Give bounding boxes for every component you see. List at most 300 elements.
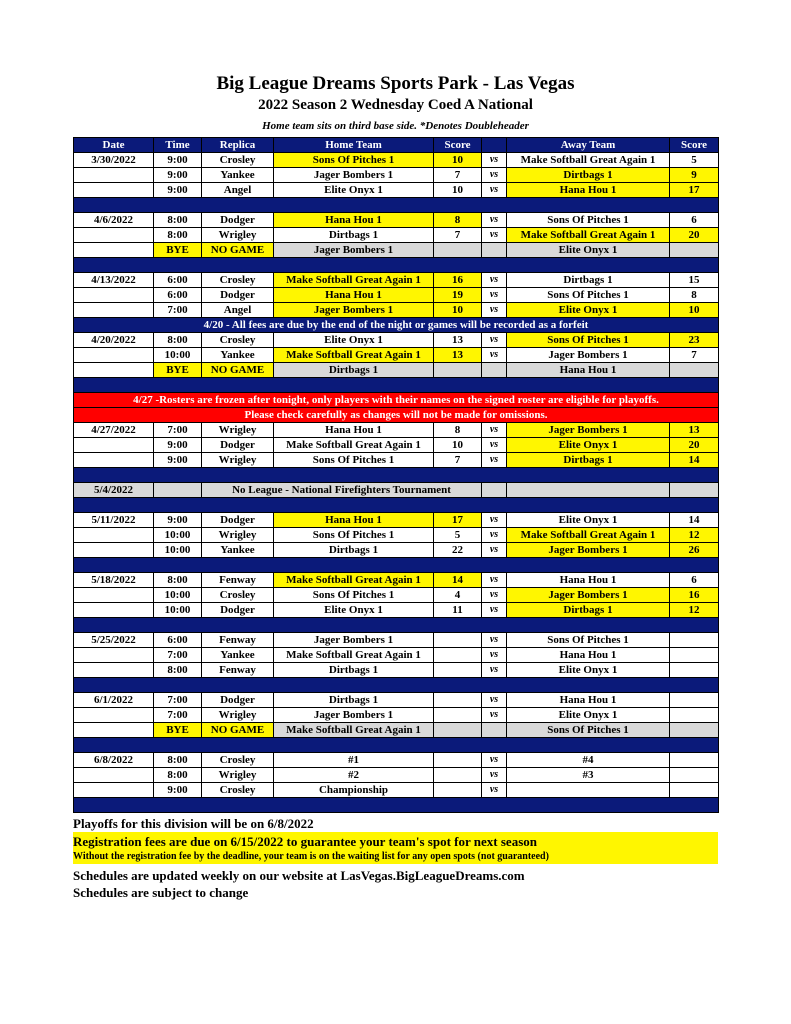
home-team-cell: Dirtbags 1 <box>274 543 434 558</box>
home-score-cell: 10 <box>434 183 482 198</box>
header-time: Time <box>154 138 202 153</box>
away-team-cell: Make Softball Great Again 1 <box>507 228 670 243</box>
away-score-cell: 20 <box>670 228 719 243</box>
game-row <box>74 543 719 558</box>
home-team-cell: Make Softball Great Again 1 <box>274 438 434 453</box>
away-team-cell: Jager Bombers 1 <box>507 588 670 603</box>
away-team-cell: Elite Onyx 1 <box>507 243 670 258</box>
time-cell: 8:00 <box>154 663 202 678</box>
home-team-cell: Dirtbags 1 <box>274 663 434 678</box>
vs-cell: vs <box>482 528 507 543</box>
separator-cell <box>74 468 719 483</box>
vs-cell: vs <box>482 693 507 708</box>
time-cell: 6:00 <box>154 633 202 648</box>
separator-cell <box>74 198 719 213</box>
separator-row <box>74 498 719 513</box>
date-cell: 5/25/2022 <box>74 633 154 648</box>
replica-cell: Wrigley <box>202 423 274 438</box>
away-score-cell: 7 <box>670 348 719 363</box>
game-row <box>74 753 719 768</box>
home-score-cell <box>434 648 482 663</box>
subject-note: Schedules are subject to change <box>73 885 249 900</box>
home-score-cell: 14 <box>434 573 482 588</box>
vs-cell: vs <box>482 513 507 528</box>
home-score-cell: 13 <box>434 333 482 348</box>
game-row <box>74 768 719 783</box>
vs-cell: vs <box>482 438 507 453</box>
schedule-body <box>74 138 719 813</box>
header-away-score: Score <box>670 138 719 153</box>
home-score-cell <box>434 243 482 258</box>
time-cell: 9:00 <box>154 438 202 453</box>
game-row <box>74 663 719 678</box>
replica-cell: Crosley <box>202 333 274 348</box>
no-league-row <box>74 483 719 498</box>
game-row <box>74 153 719 168</box>
away-score-cell: 8 <box>670 288 719 303</box>
home-score-cell: 10 <box>434 438 482 453</box>
date-cell: 6/8/2022 <box>74 753 154 768</box>
home-team-cell: Dirtbags 1 <box>274 363 434 378</box>
home-team-cell: Sons Of Pitches 1 <box>274 588 434 603</box>
home-team-cell: Elite Onyx 1 <box>274 183 434 198</box>
replica-cell: Crosley <box>202 153 274 168</box>
home-score-cell: 22 <box>434 543 482 558</box>
home-score-cell <box>434 663 482 678</box>
home-team-cell: Make Softball Great Again 1 <box>274 573 434 588</box>
game-row <box>74 183 719 198</box>
time-cell: 9:00 <box>154 183 202 198</box>
header-date: Date <box>74 138 154 153</box>
replica-cell: Dodger <box>202 288 274 303</box>
away-team-cell: #4 <box>507 753 670 768</box>
separator-row <box>74 618 719 633</box>
date-cell <box>74 348 154 363</box>
date-cell <box>74 288 154 303</box>
away-score-cell: 23 <box>670 333 719 348</box>
replica-cell: Crosley <box>202 588 274 603</box>
replica-cell: Dodger <box>202 213 274 228</box>
home-team-cell: Hana Hou 1 <box>274 213 434 228</box>
vs-cell: vs <box>482 303 507 318</box>
away-score-cell: 15 <box>670 273 719 288</box>
replica-cell: Yankee <box>202 168 274 183</box>
home-team-cell: Hana Hou 1 <box>274 288 434 303</box>
time-cell: 10:00 <box>154 543 202 558</box>
away-score-cell <box>670 243 719 258</box>
home-score-cell: 19 <box>434 288 482 303</box>
away-score-cell <box>670 723 719 738</box>
home-score-cell <box>434 783 482 798</box>
replica-cell: Wrigley <box>202 768 274 783</box>
vs-cell: vs <box>482 753 507 768</box>
replica-cell: Dodger <box>202 438 274 453</box>
away-score-cell: 6 <box>670 213 719 228</box>
time-cell: 8:00 <box>154 573 202 588</box>
game-row <box>74 423 719 438</box>
away-score-cell: 14 <box>670 453 719 468</box>
away-team-cell: Make Softball Great Again 1 <box>507 153 670 168</box>
home-team-cell: Make Softball Great Again 1 <box>274 273 434 288</box>
away-team-cell: Elite Onyx 1 <box>507 303 670 318</box>
time-cell: 7:00 <box>154 693 202 708</box>
fees-note-row <box>74 318 719 333</box>
date-cell <box>74 438 154 453</box>
away-team-cell: Make Softball Great Again 1 <box>507 528 670 543</box>
away-team-cell: Dirtbags 1 <box>507 603 670 618</box>
date-cell: 5/4/2022 <box>74 483 154 498</box>
date-cell <box>74 543 154 558</box>
time-cell: 6:00 <box>154 288 202 303</box>
date-cell <box>74 228 154 243</box>
vs-cell: vs <box>482 603 507 618</box>
vs-cell: vs <box>482 213 507 228</box>
time-cell: 9:00 <box>154 513 202 528</box>
time-cell: 8:00 <box>154 333 202 348</box>
home-team-cell: Sons Of Pitches 1 <box>274 528 434 543</box>
vs-cell <box>482 723 507 738</box>
replica-cell: Crosley <box>202 783 274 798</box>
away-score-cell: 26 <box>670 543 719 558</box>
away-team-cell: Sons Of Pitches 1 <box>507 288 670 303</box>
away-team-cell: Dirtbags 1 <box>507 168 670 183</box>
vs-cell <box>482 363 507 378</box>
date-cell <box>74 723 154 738</box>
separator-row <box>74 378 719 393</box>
home-score-cell: 7 <box>434 228 482 243</box>
time-cell: 6:00 <box>154 273 202 288</box>
schedule-note: Home team sits on third base side. *Denotes Doubleheader <box>262 120 529 132</box>
home-team-cell: #2 <box>274 768 434 783</box>
vs-cell: vs <box>482 288 507 303</box>
time-cell: 10:00 <box>154 588 202 603</box>
home-team-cell: Jager Bombers 1 <box>274 303 434 318</box>
game-row <box>74 573 719 588</box>
date-cell: 6/1/2022 <box>74 693 154 708</box>
vs-cell: vs <box>482 783 507 798</box>
replica-cell: Fenway <box>202 663 274 678</box>
home-score-cell: 7 <box>434 453 482 468</box>
vs-cell <box>482 243 507 258</box>
game-row <box>74 453 719 468</box>
separator-row <box>74 558 719 573</box>
page-subtitle: 2022 Season 2 Wednesday Coed A National <box>258 97 533 113</box>
game-row <box>74 588 719 603</box>
game-row <box>74 648 719 663</box>
away-score-cell: 20 <box>670 438 719 453</box>
home-team-cell: Sons Of Pitches 1 <box>274 453 434 468</box>
away-team-cell: Elite Onyx 1 <box>507 708 670 723</box>
away-score-cell: 14 <box>670 513 719 528</box>
time-cell: 8:00 <box>154 213 202 228</box>
no-game-label: NO GAME <box>202 243 274 258</box>
separator-cell <box>74 798 719 813</box>
vs-cell: vs <box>482 543 507 558</box>
away-score-cell: 5 <box>670 153 719 168</box>
separator-cell <box>74 678 719 693</box>
no-game-label: NO GAME <box>202 723 274 738</box>
announcement-text: 4/27 -Rosters are frozen after tonight, only players with their names on the signed roster are eligible for playoffs. <box>74 393 719 408</box>
date-cell <box>74 708 154 723</box>
time-cell: 10:00 <box>154 348 202 363</box>
home-score-cell: 8 <box>434 213 482 228</box>
vs-cell: vs <box>482 153 507 168</box>
away-team-cell: #3 <box>507 768 670 783</box>
time-cell: 10:00 <box>154 528 202 543</box>
away-score-cell <box>670 693 719 708</box>
separator-cell <box>74 258 719 273</box>
away-score-cell <box>670 768 719 783</box>
away-score-cell <box>670 633 719 648</box>
bye-label: BYE <box>154 243 202 258</box>
bye-label: BYE <box>154 723 202 738</box>
vs-cell: vs <box>482 273 507 288</box>
away-team-cell: Sons Of Pitches 1 <box>507 333 670 348</box>
home-score-cell: 7 <box>434 168 482 183</box>
away-score-cell: 6 <box>670 573 719 588</box>
home-score-cell: 4 <box>434 588 482 603</box>
header-away-team: Away Team <box>507 138 670 153</box>
replica-cell: Wrigley <box>202 453 274 468</box>
home-score-cell <box>434 708 482 723</box>
date-cell <box>74 588 154 603</box>
game-row <box>74 288 719 303</box>
vs-cell: vs <box>482 453 507 468</box>
away-score-cell: 10 <box>670 303 719 318</box>
date-cell <box>74 243 154 258</box>
away-score-cell <box>670 648 719 663</box>
date-cell: 5/11/2022 <box>74 513 154 528</box>
home-score-cell <box>434 723 482 738</box>
date-cell <box>74 603 154 618</box>
away-score-cell <box>670 363 719 378</box>
bye-label: BYE <box>154 363 202 378</box>
away-team-cell: Elite Onyx 1 <box>507 663 670 678</box>
separator-cell <box>74 558 719 573</box>
separator-cell <box>74 498 719 513</box>
game-row <box>74 603 719 618</box>
away-team-cell: Sons Of Pitches 1 <box>507 723 670 738</box>
vs-cell: vs <box>482 183 507 198</box>
game-row <box>74 693 719 708</box>
time-cell: 8:00 <box>154 228 202 243</box>
date-cell: 5/18/2022 <box>74 573 154 588</box>
home-team-cell: Jager Bombers 1 <box>274 168 434 183</box>
game-row <box>74 528 719 543</box>
page-title: Big League Dreams Sports Park - Las Vegas <box>216 73 575 94</box>
game-row <box>74 438 719 453</box>
website-note: Schedules are updated weekly on our website at LasVegas.BigLeagueDreams.com <box>73 868 525 883</box>
home-score-cell: 5 <box>434 528 482 543</box>
away-team-cell: Sons Of Pitches 1 <box>507 633 670 648</box>
home-team-cell: Championship <box>274 783 434 798</box>
home-score-cell <box>434 633 482 648</box>
time-cell: 9:00 <box>154 453 202 468</box>
game-row <box>74 633 719 648</box>
away-score-cell <box>670 663 719 678</box>
date-cell <box>74 663 154 678</box>
bye-row <box>74 243 719 258</box>
no-league-text: No League - National Firefighters Tournament <box>202 483 482 498</box>
away-team-cell: Jager Bombers 1 <box>507 348 670 363</box>
time-cell: 8:00 <box>154 768 202 783</box>
home-team-cell: #1 <box>274 753 434 768</box>
game-row <box>74 213 719 228</box>
separator-row <box>74 468 719 483</box>
away-team-cell: Sons Of Pitches 1 <box>507 213 670 228</box>
home-score-cell: 16 <box>434 273 482 288</box>
time-cell: 7:00 <box>154 648 202 663</box>
home-team-cell: Jager Bombers 1 <box>274 243 434 258</box>
home-score-cell: 11 <box>434 603 482 618</box>
game-row <box>74 273 719 288</box>
bye-row <box>74 363 719 378</box>
date-cell: 4/27/2022 <box>74 423 154 438</box>
header-home-team: Home Team <box>274 138 434 153</box>
replica-cell: Crosley <box>202 753 274 768</box>
home-score-cell: 13 <box>434 348 482 363</box>
replica-cell: Fenway <box>202 633 274 648</box>
away-team-cell: Hana Hou 1 <box>507 648 670 663</box>
home-team-cell: Sons Of Pitches 1 <box>274 153 434 168</box>
away-score-cell <box>670 783 719 798</box>
separator-row <box>74 738 719 753</box>
away-score-cell <box>670 753 719 768</box>
away-team-cell: Hana Hou 1 <box>507 363 670 378</box>
vs-cell: vs <box>482 588 507 603</box>
header-vs <box>482 138 507 153</box>
away-team-cell: Elite Onyx 1 <box>507 438 670 453</box>
time-cell: 10:00 <box>154 603 202 618</box>
away-team-cell: Jager Bombers 1 <box>507 543 670 558</box>
vs-cell: vs <box>482 708 507 723</box>
away-cell <box>507 483 670 498</box>
replica-cell: Wrigley <box>202 528 274 543</box>
no-game-label: NO GAME <box>202 363 274 378</box>
date-cell <box>74 183 154 198</box>
time-cell: 9:00 <box>154 153 202 168</box>
home-score-cell: 10 <box>434 303 482 318</box>
home-score-cell: 10 <box>434 153 482 168</box>
vs-cell: vs <box>482 768 507 783</box>
vs-cell: vs <box>482 348 507 363</box>
date-cell: 4/20/2022 <box>74 333 154 348</box>
date-cell <box>74 648 154 663</box>
waiting-list-note: Without the registration fee by the deadline, your team is on the waiting list for any open spots (not guaranteed) <box>73 851 549 862</box>
time-cell <box>154 483 202 498</box>
time-cell: 8:00 <box>154 753 202 768</box>
home-score-cell: 8 <box>434 423 482 438</box>
announcement-text: Please check carefully as changes will not be made for omissions. <box>74 408 719 423</box>
roster-warning-row <box>74 393 719 408</box>
home-team-cell: Hana Hou 1 <box>274 423 434 438</box>
home-team-cell: Dirtbags 1 <box>274 693 434 708</box>
score-cell <box>670 483 719 498</box>
separator-cell <box>74 738 719 753</box>
home-score-cell: 17 <box>434 513 482 528</box>
vs-cell <box>482 483 507 498</box>
vs-cell: vs <box>482 648 507 663</box>
game-row <box>74 333 719 348</box>
date-cell <box>74 363 154 378</box>
away-team-cell: Hana Hou 1 <box>507 183 670 198</box>
away-score-cell <box>670 708 719 723</box>
game-row <box>74 348 719 363</box>
game-row <box>74 168 719 183</box>
replica-cell: Dodger <box>202 513 274 528</box>
separator-row <box>74 798 719 813</box>
away-score-cell: 12 <box>670 603 719 618</box>
home-score-cell <box>434 693 482 708</box>
replica-cell: Crosley <box>202 273 274 288</box>
vs-cell: vs <box>482 228 507 243</box>
announcement-text: 4/20 - All fees are due by the end of the night or games will be recorded as a forfeit <box>74 318 719 333</box>
home-team-cell: Jager Bombers 1 <box>274 708 434 723</box>
away-team-cell <box>507 783 670 798</box>
away-team-cell: Jager Bombers 1 <box>507 423 670 438</box>
header-row <box>74 138 719 153</box>
separator-row <box>74 198 719 213</box>
game-row <box>74 228 719 243</box>
replica-cell: Dodger <box>202 693 274 708</box>
home-team-cell: Dirtbags 1 <box>274 228 434 243</box>
playoffs-note: Playoffs for this division will be on 6/8/2022 <box>73 816 314 831</box>
vs-cell: vs <box>482 633 507 648</box>
date-cell <box>74 453 154 468</box>
game-row <box>74 783 719 798</box>
replica-cell: Angel <box>202 183 274 198</box>
home-team-cell: Jager Bombers 1 <box>274 633 434 648</box>
schedule-table <box>73 137 719 813</box>
date-cell: 3/30/2022 <box>74 153 154 168</box>
away-score-cell: 16 <box>670 588 719 603</box>
replica-cell: Fenway <box>202 573 274 588</box>
time-cell: 7:00 <box>154 708 202 723</box>
date-cell <box>74 168 154 183</box>
away-team-cell: Hana Hou 1 <box>507 693 670 708</box>
home-team-cell: Make Softball Great Again 1 <box>274 723 434 738</box>
date-cell <box>74 768 154 783</box>
vs-cell: vs <box>482 168 507 183</box>
vs-cell: vs <box>482 663 507 678</box>
replica-cell: Yankee <box>202 348 274 363</box>
away-team-cell: Dirtbags 1 <box>507 453 670 468</box>
replica-cell: Dodger <box>202 603 274 618</box>
replica-cell: Yankee <box>202 543 274 558</box>
home-score-cell <box>434 363 482 378</box>
vs-cell: vs <box>482 423 507 438</box>
game-row <box>74 513 719 528</box>
home-score-cell <box>434 768 482 783</box>
separator-cell <box>74 378 719 393</box>
away-team-cell: Hana Hou 1 <box>507 573 670 588</box>
time-cell: 7:00 <box>154 303 202 318</box>
separator-row <box>74 678 719 693</box>
home-team-cell: Elite Onyx 1 <box>274 333 434 348</box>
time-cell: 9:00 <box>154 783 202 798</box>
home-team-cell: Make Softball Great Again 1 <box>274 348 434 363</box>
date-cell <box>74 303 154 318</box>
roster-warning-row <box>74 408 719 423</box>
replica-cell: Angel <box>202 303 274 318</box>
away-team-cell: Dirtbags 1 <box>507 273 670 288</box>
vs-cell: vs <box>482 573 507 588</box>
replica-cell: Wrigley <box>202 708 274 723</box>
game-row <box>74 708 719 723</box>
away-team-cell: Elite Onyx 1 <box>507 513 670 528</box>
date-cell <box>74 528 154 543</box>
time-cell: 9:00 <box>154 168 202 183</box>
